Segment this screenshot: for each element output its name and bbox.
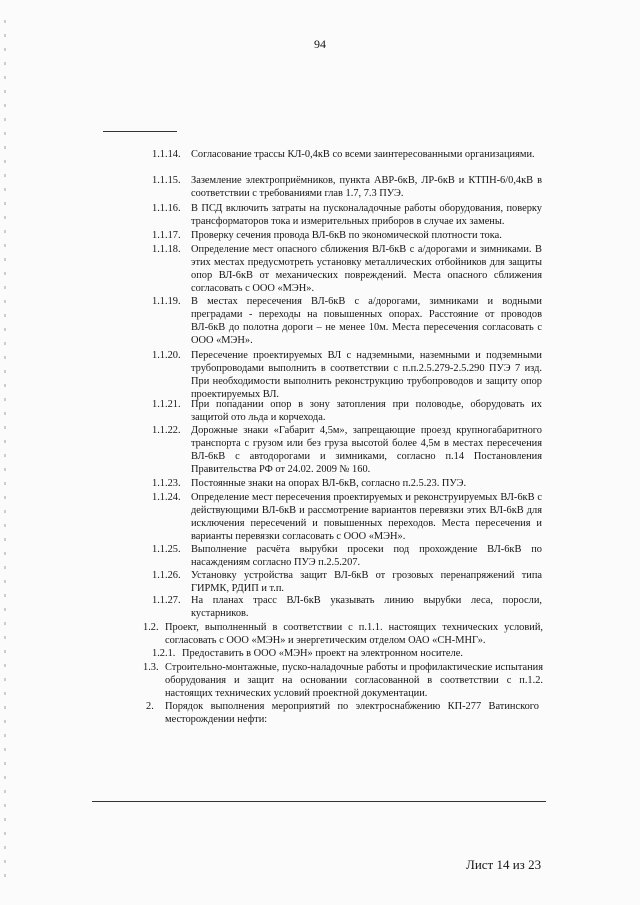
item-number: 1.1.22. bbox=[152, 425, 181, 436]
item-text: Согласование трассы КЛ-0,4кВ со всеми заинтересованными организациями. bbox=[191, 149, 535, 160]
item-number: 1.1.21. bbox=[152, 399, 181, 410]
item-number: 1.1.23. bbox=[152, 478, 181, 489]
header-rule bbox=[103, 131, 177, 132]
item-text: Выполнение расчёта вырубки просеки под прохождение ВЛ-6кВ по насаждениям согласно ПУЭ п.2.5.207. bbox=[191, 544, 542, 569]
item-text: Предоставить в ООО «МЭН» проект на электронном носителе. bbox=[182, 648, 463, 659]
item-number: 1.1.24. bbox=[152, 492, 181, 503]
item-number: 1.1.20. bbox=[152, 350, 181, 361]
item-number: 1.3. bbox=[143, 662, 159, 673]
item-number: 1.1.19. bbox=[152, 296, 181, 307]
item-number: 1.1.25. bbox=[152, 544, 181, 555]
item-text: Определение мест опасного сближения ВЛ-6кВ с а/дорогами и зимниками. В этих местах предусмотреть установку металлических отбойников для защиты опор ВЛ-6кВ от механических повреждений. Места опасного сближения согласовать с ООО «МЭН». bbox=[191, 244, 542, 295]
item-number: 1.1.16. bbox=[152, 203, 181, 214]
item-text: Заземление электроприёмников, пункта АВР-6кВ, ЛР-6кВ и КТПН-6/0,4кВ в соответствии с требованиями глав 1.7, 7.3 ПУЭ. bbox=[191, 175, 542, 200]
item-text: Установку устройства защит ВЛ-6кВ от грозовых перенапряжений типа ГИРМК, РДИП и т.п. bbox=[191, 570, 542, 595]
item-text: Постоянные знаки на опорах ВЛ-6кВ, согласно п.2.5.23. ПУЭ. bbox=[191, 478, 467, 489]
item-number: 1.2. bbox=[143, 622, 159, 633]
item-text: Проект, выполненный в соответствии с п.1.1. настоящих технических условий, согласовать с ООО «МЭН» и энергетическим отделом ОАО «СН-МНГ». bbox=[165, 622, 543, 647]
item-text: Дорожные знаки «Габарит 4,5м», запрещающие проезд крупногабаритного транспорта с грузом или без груза высотой более 4,5м в местах пересечения ВЛ-6кВ с автодорогами и зимниками, согласно п.14 Постановления Правительства РФ от 24.02. 2009 № 160. bbox=[191, 425, 542, 476]
item-number: 1.1.17. bbox=[152, 230, 181, 241]
item-number: 1.1.18. bbox=[152, 244, 181, 255]
item-text: При попадании опор в зону затопления при половодье, оборудовать их защитой ото льда и корчехода. bbox=[191, 399, 542, 424]
item-number: 1.1.14. bbox=[152, 149, 181, 160]
page-number: 94 bbox=[314, 37, 326, 51]
item-number: 1.1.26. bbox=[152, 570, 181, 581]
item-text: На планах трасс ВЛ-6кВ указывать линию вырубки леса, поросли, кустарников. bbox=[191, 595, 542, 620]
item-number: 1.2.1. bbox=[152, 648, 176, 659]
item-text: Пересечение проектируемых ВЛ с надземными, наземными и подземными трубопроводами выполнить в соответствии с п.п.2.5.279-2.5.290 ПУЭ 7 изд. При необходимости выполнить реконструкцию трубопроводов и защиту опор проектируемых ВЛ. bbox=[191, 350, 542, 401]
item-text: В местах пересечения ВЛ-6кВ с а/дорогами, зимниками и водными преградами - переходы на повышенных опорах. Расстояние от проводов ВЛ-6кВ до полотна дороги – не менее 10м. Места пересечения согласовать с ООО «МЭН». bbox=[191, 296, 542, 347]
item-number: 1.1.27. bbox=[152, 595, 181, 606]
scan-margin-marks bbox=[4, 20, 6, 880]
item-number: 1.1.15. bbox=[152, 175, 181, 186]
item-text: Определение мест пересечения проектируемых и реконструируемых ВЛ-6кВ с действующими ВЛ-6кВ и рассмотрение вариантов перевязки этих ВЛ-6кВ для исключения пересечений и повышенных переходов. Места пересечения и варианты перевязки согласовать с ООО «МЭН». bbox=[191, 492, 542, 543]
item-text: Строительно-монтажные, пуско-наладочные работы и профилактические испытания оборудования и защит на основании согласованной в соответствии с п.1.2. настоящих технических условий проектной документации. bbox=[165, 662, 543, 700]
footer-rule bbox=[92, 801, 546, 802]
sheet-counter: Лист 14 из 23 bbox=[466, 857, 542, 872]
item-number: 2. bbox=[146, 701, 154, 712]
item-text: В ПСД включить затраты на пусконаладочные работы оборудования, поверку трансформаторов тока и измерительных приборов в случае их замены. bbox=[191, 203, 542, 228]
item-text: Порядок выполнения мероприятий по электроснабжению КП-277 Ватинского месторождении нефти: bbox=[165, 701, 539, 726]
item-text: Проверку сечения провода ВЛ-6кВ по экономической плотности тока. bbox=[191, 230, 502, 241]
